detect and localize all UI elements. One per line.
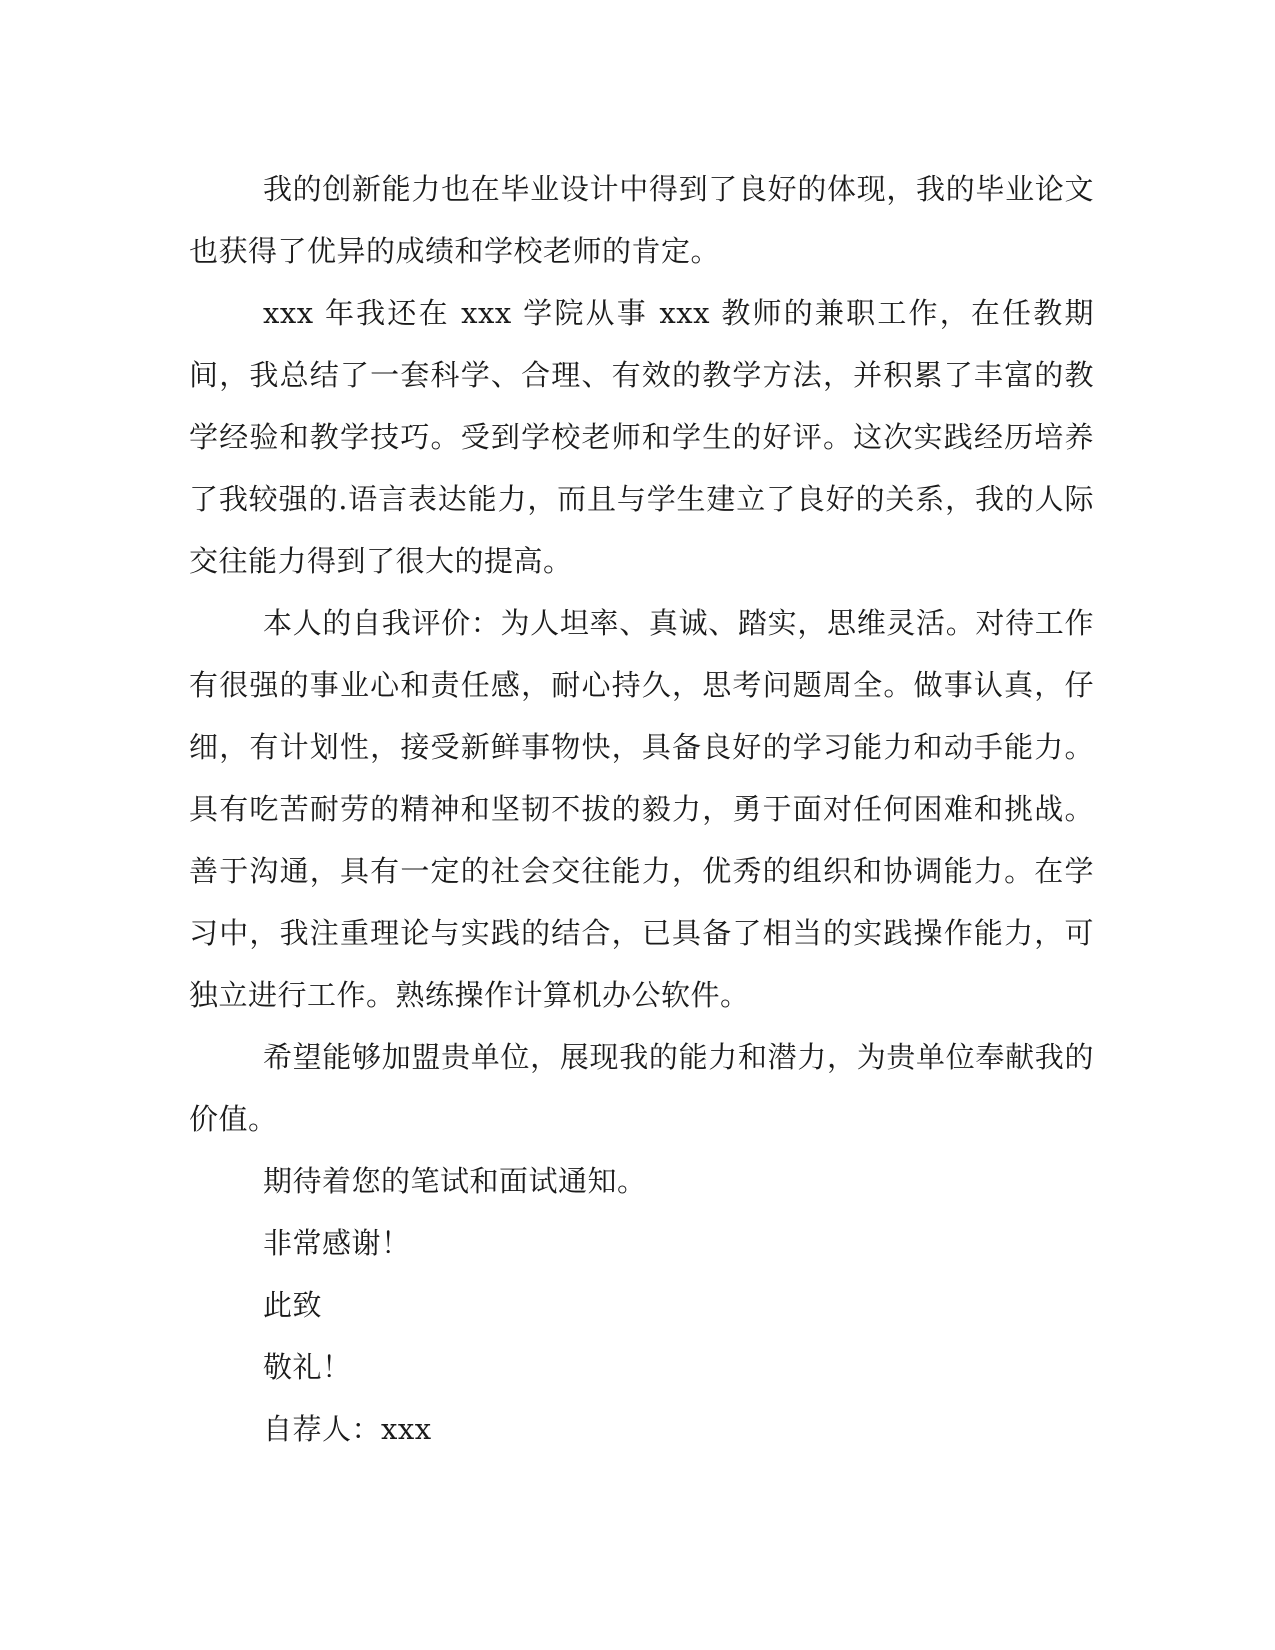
closing-line-awaiting-notice: 期待着您的笔试和面试通知。 bbox=[263, 1164, 647, 1198]
paragraph-self-evaluation: 本人的自我评价：为人坦率、真诚、踏实，思维灵活。对待工作有很强的事业心和责任感，耐心持久，思考问题周全。做事认真，仔细，有计划性，接受新鲜事物快，具备良好的学习能力和动手能力。具有吃苦耐劳的精神和坚韧不拔的毅力，勇于面对任何困难和挑战。善于沟通，具有一定的社会交往能力，优秀的组织和协调能力。在学习中，我注重理论与实践的结合，已具备了相当的实践操作能力，可独立进行工作。熟练操作计算机办公软件。 bbox=[189, 606, 1094, 1012]
paragraph-teaching-experience: xxx 年我还在 xxx 学院从事 xxx 教师的兼职工作，在任教期间，我总结了一套科学、合理、有效的教学方法，并积累了丰富的教学经验和教学技巧。受到学校老师和学生的好评。这次实践经历培养了我较强的.语言表达能力，而且与学生建立了良好的关系，我的人际交往能力得到了很大的提高。 bbox=[189, 296, 1094, 578]
letter-body bbox=[189, 158, 1094, 1460]
closing-line-salutation: 此致 bbox=[263, 1288, 323, 1322]
paragraph-graduation-design: 我的创新能力也在毕业设计中得到了良好的体现，我的毕业论文也获得了优异的成绩和学校老师的肯定。 bbox=[189, 172, 1094, 268]
closing-line-regards: 敬礼！ bbox=[263, 1350, 352, 1384]
paragraph-hope-to-join: 希望能够加盟贵单位，展现我的能力和潜力，为贵单位奉献我的价值。 bbox=[189, 1040, 1094, 1136]
closing-line-signature: 自荐人：xxx bbox=[263, 1412, 432, 1446]
closing-line-thanks: 非常感谢！ bbox=[263, 1226, 411, 1260]
